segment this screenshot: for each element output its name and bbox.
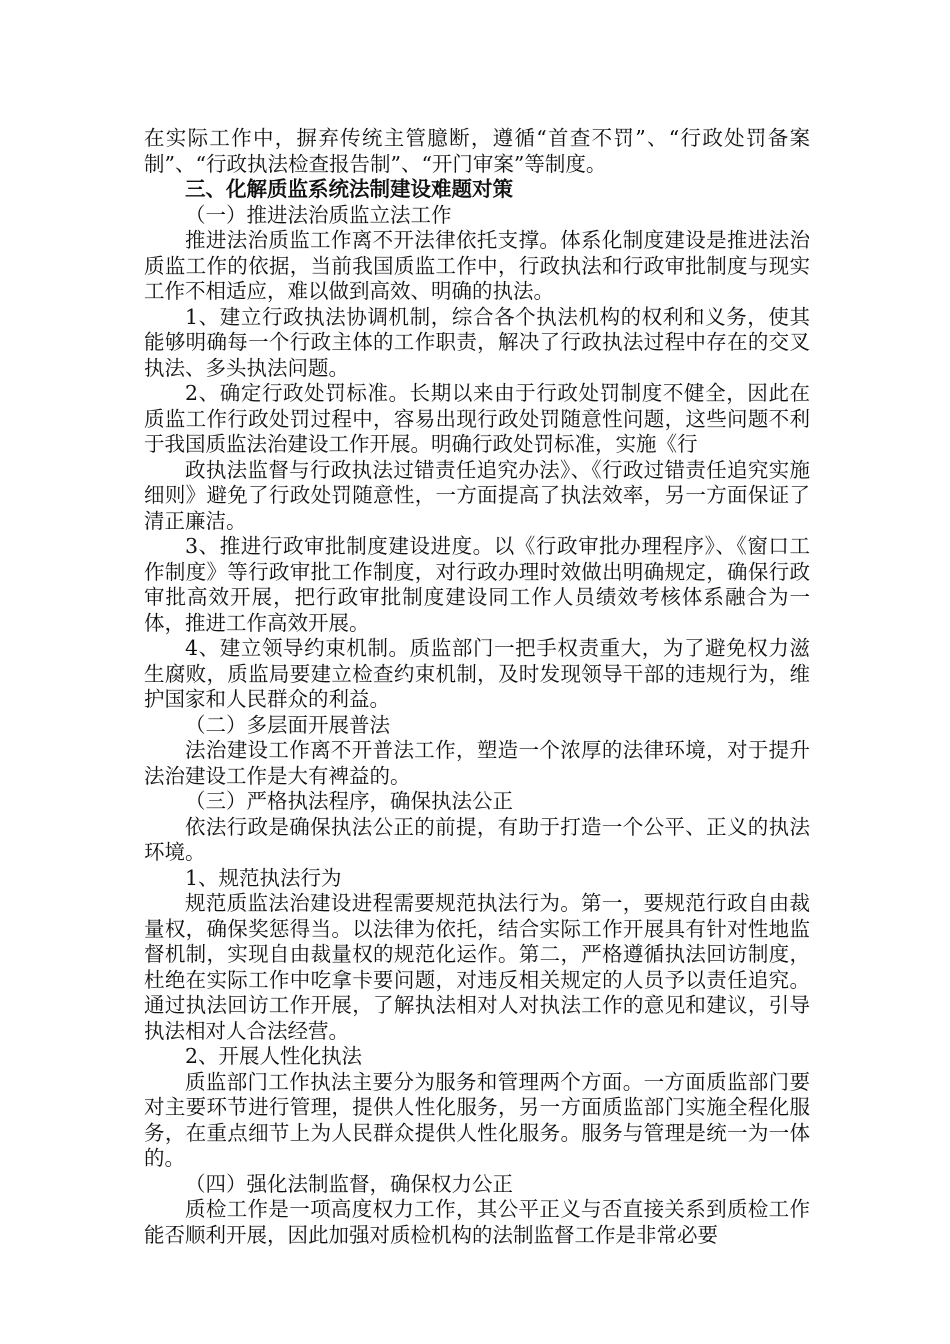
paragraph: 质检工作是一项高度权力工作，其公平正义与否直接关系到质检工作能否顺利开展，因此加强对质检机构的法制监督工作是非常必要 [144, 1197, 810, 1247]
subsection-heading: （一）推进法治质监立法工作 [185, 202, 452, 227]
subsection-heading: （四）强化法制监督，确保权力公正 [185, 1171, 513, 1196]
subsection-heading: （二）多层面开展普法 [185, 712, 390, 737]
paragraph: 2、确定行政处罚标准。长期以来由于行政处罚制度不健全，因此在质监工作行政处罚过程中，容易出现行政处罚随意性问题，这些问题不利于我国质监法治建设工作开展。明确行政处罚标准，实施《行 [144, 381, 810, 456]
subsection-heading: （三）严格执法程序，确保执法公正 [185, 789, 513, 813]
paragraph: 法治建设工作离不开普法工作，塑造一个浓厚的法律环境，对于提升法治建设工作是大有裨益的。 [144, 738, 810, 788]
paragraph: 1、建立行政执法协调机制，综合各个执法机构的权利和义务，使其能够明确每一个行政主体的工作职责，解决了行政执法过程中存在的交叉执法、多头执法问题。 [144, 304, 810, 380]
paragraph: 质监部门工作执法主要分为服务和管理两个方面。一方面质监部门要对主要环节进行管理，提供人性化服务，另一方面质监部门实施全程化服务，在重点细节上为人民群众提供人性化服务。服务与管理是统一为一体的。 [144, 1069, 810, 1170]
paragraph: 2、开展人性化执法 [185, 1044, 363, 1068]
paragraph: 4、建立领导约束机制。质监部门一把手权责重大，为了避免权力滋生腐败，质监局要建立检查约束机制，及时发现领导干部的违规行为，维护国家和人民群众的利益。 [144, 636, 810, 711]
paragraph: 依法行政是确保执法公正的前提，有助于打造一个公平、正义的执法环境。 [144, 814, 810, 864]
paragraph-continued: 在实际工作中，摒弃传统主管臆断，遵循“首查不罚”、“行政处罚备案制”、“行政执法检查报告制”、“开门审案”等制度。 [144, 126, 810, 176]
paragraph: 规范质监法治建设进程需要规范执法行为。第一，要规范行政自由裁量权，确保奖惩得当。以法律为依托，结合实际工作开展具有针对性地监督机制，实现自由裁量权的规范化运作。第二，严格遵循执法回访制度，杜绝在实际工作中吃拿卡要问题，对违反相关规定的人员予以责任追究。通过执法回访工作开展，了解执法相对人对执法工作的意见和建议，引导执法相对人合法经营。 [144, 891, 810, 1043]
paragraph: 政执法监督与行政执法过错责任追究办法》、《行政过错责任追究实施细则》避免了行政处罚随意性，一方面提高了执法效率，另一方面保证了清正廉洁。 [144, 457, 810, 533]
paragraph: 1、规范执法行为 [185, 865, 342, 890]
document-page [144, 126, 810, 1248]
section-heading: 三、化解质监系统法制建设难题对策 [185, 177, 513, 201]
paragraph: 推进法治质监工作离不开法律依托支撑。体系化制度建设是推进法治质监工作的依据，当前我国质监工作中，行政执法和行政审批制度与现实工作不相适应，难以做到高效、明确的执法。 [144, 228, 810, 303]
paragraph: 3、推进行政审批制度建设进度。以《行政审批办理程序》、《窗口工作制度》等行政审批工作制度，对行政办理时效做出明确规定，确保行政审批高效开展，把行政审批制度建设同工作人员绩效考核体系融合为一体，推进工作高效开展。 [144, 534, 810, 635]
